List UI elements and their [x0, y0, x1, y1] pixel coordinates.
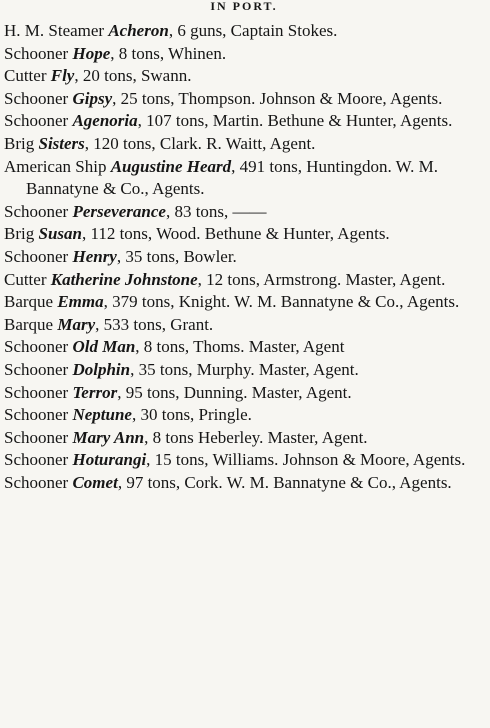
ship-entry	[4, 133, 484, 156]
vessel-type: Schooner	[4, 427, 73, 447]
ship-entry	[4, 43, 484, 66]
vessel-details: , 95 tons, Dunning. Master, Agent.	[117, 382, 352, 402]
ship-entry	[4, 246, 484, 269]
vessel-details: , 6 guns, Captain Stokes.	[168, 21, 338, 40]
vessel-details: , 97 tons, Cork. W. M. Bannatyne & Co., Agents.	[117, 472, 452, 492]
ship-entry	[4, 336, 484, 359]
vessel-name: Terror	[72, 382, 118, 402]
vessel-details: , 379 tons, Knight. W. M. Bannatyne & Co., Agents.	[103, 292, 460, 312]
vessel-details: , 120 tons, Clark. R. Waitt, Agent.	[84, 133, 316, 153]
vessel-name: Emma	[57, 292, 104, 312]
vessel-type: Schooner	[4, 359, 73, 379]
vessel-type: Schooner	[4, 111, 73, 131]
vessel-details: , 35 tons, Murphy. Master, Agent.	[130, 359, 359, 379]
ship-entry	[4, 291, 484, 314]
vessel-type: American Ship	[4, 156, 111, 176]
section-heading: IN PORT.	[210, 0, 278, 13]
vessel-type: Schooner	[4, 43, 73, 63]
vessel-name: Fly	[50, 66, 75, 86]
vessel-details: , 15 tons, Williams. Johnson & Moore, Agents.	[146, 450, 466, 470]
vessel-details: , 107 tons, Martin. Bethune & Hunter, Agents.	[137, 111, 453, 131]
vessel-name: Henry	[72, 246, 117, 266]
vessel-type: Brig	[4, 224, 39, 244]
vessel-name: Dolphin	[72, 359, 131, 379]
ship-entry	[4, 404, 484, 427]
vessel-name: Sisters	[38, 133, 85, 153]
vessel-name: Comet	[72, 472, 118, 492]
vessel-details: , 12 tons, Armstrong. Master, Agent.	[197, 269, 446, 289]
vessel-details: , 8 tons, Thoms. Master, Agent	[135, 337, 345, 357]
ship-entry	[4, 201, 484, 224]
vessel-type: H. M. Steamer	[4, 21, 109, 40]
vessel-details: , 83 tons, ——	[165, 201, 267, 221]
ship-entry	[4, 427, 484, 450]
vessel-type: Schooner	[4, 88, 73, 108]
vessel-type: Schooner	[4, 246, 73, 266]
vessel-type: Schooner	[4, 405, 73, 425]
ship-entry	[4, 110, 484, 133]
vessel-name: Susan	[38, 224, 82, 244]
ship-entry	[4, 20, 484, 43]
vessel-name: Neptune	[72, 405, 132, 425]
ship-entry	[4, 472, 484, 495]
vessel-type: Schooner	[4, 472, 73, 492]
ship-list	[4, 20, 484, 494]
vessel-details: , 533 tons, Grant.	[95, 314, 214, 334]
vessel-name: Gipsy	[72, 88, 113, 108]
vessel-name: Augustine Heard	[110, 156, 232, 176]
vessel-name: Katherine Johnstone	[50, 269, 198, 289]
vessel-name: Perseverance	[72, 201, 166, 221]
ship-entry	[4, 449, 484, 472]
vessel-details: , 35 tons, Bowler.	[116, 246, 237, 266]
ship-entry	[4, 269, 484, 292]
vessel-details: , 8 tons, Whinen.	[110, 43, 227, 63]
vessel-type: Barque	[4, 292, 58, 312]
vessel-details: , 25 tons, Thompson. Johnson & Moore, Agents.	[112, 88, 443, 108]
vessel-type: Brig	[4, 133, 39, 153]
ship-entry	[4, 65, 484, 88]
vessel-type: Cutter	[4, 66, 51, 86]
ship-entry	[4, 314, 484, 337]
vessel-name: Mary	[57, 314, 96, 334]
ship-entry	[4, 382, 484, 405]
ship-entry	[4, 88, 484, 111]
vessel-type: Cutter	[4, 269, 51, 289]
vessel-type: Barque	[4, 314, 58, 334]
ship-entry	[4, 359, 484, 382]
vessel-details: , 20 tons, Swann.	[74, 66, 192, 86]
vessel-type: Schooner	[4, 337, 73, 357]
ship-entry	[4, 223, 484, 246]
vessel-name: Mary Ann	[72, 427, 145, 447]
vessel-name: Acheron	[108, 21, 169, 40]
ship-entry	[4, 156, 484, 201]
vessel-name: Old Man	[72, 337, 136, 357]
vessel-type: Schooner	[4, 450, 73, 470]
vessel-name: Hoturangi	[72, 450, 147, 470]
vessel-type: Schooner	[4, 201, 73, 221]
vessel-details: , 491 tons, Huntingdon. W. M. Bannatyne & Co., Agents.	[26, 156, 439, 199]
vessel-name: Agenoria	[72, 111, 138, 131]
vessel-details: , 30 tons, Pringle.	[131, 405, 252, 425]
vessel-details: , 8 tons Heberley. Master, Agent.	[144, 427, 368, 447]
vessel-details: , 112 tons, Wood. Bethune & Hunter, Agents.	[81, 224, 390, 244]
vessel-name: Hope	[72, 43, 111, 63]
vessel-type: Schooner	[4, 382, 73, 402]
